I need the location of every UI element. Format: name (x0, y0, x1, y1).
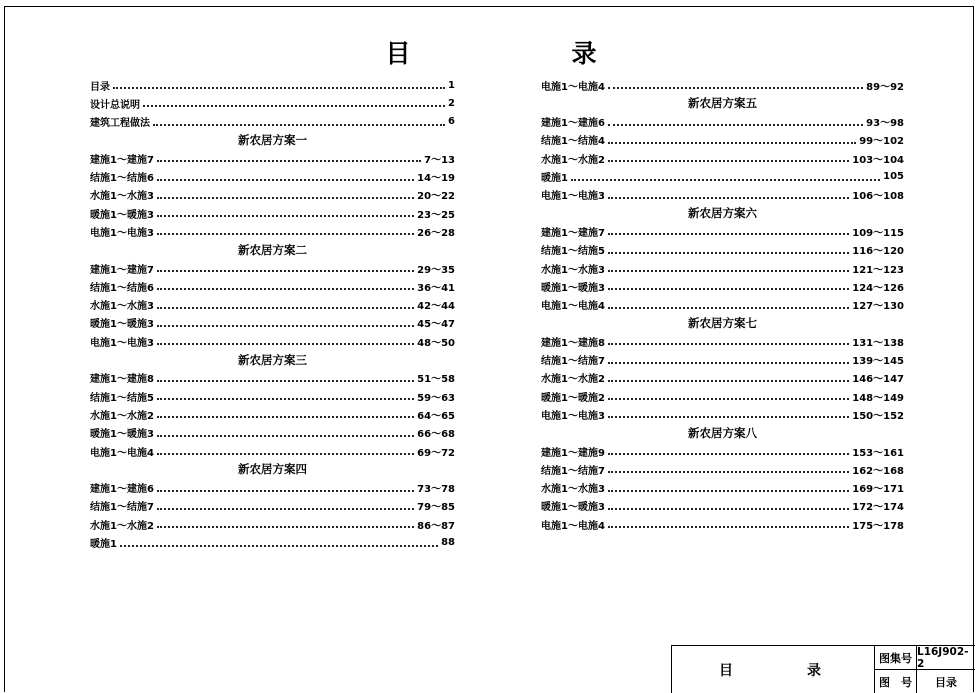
dot-leader (157, 262, 414, 272)
toc-entry-page: 36～41 (417, 282, 455, 294)
toc-entry (90, 278, 455, 294)
section-heading: 新农居方案六 (688, 206, 757, 221)
toc-entry (541, 498, 904, 514)
toc-entry (541, 242, 904, 258)
toc-entry (541, 260, 904, 276)
toc-entry (541, 297, 904, 313)
dot-leader (608, 280, 849, 290)
toc-entry-page: 172～174 (852, 502, 904, 514)
toc-entry (541, 388, 904, 404)
toc-entry-label: 建施1～建施8 (90, 374, 154, 386)
toc-entry (541, 77, 904, 93)
toc-entry (90, 187, 455, 203)
toc-entry-label: 水施1～水施3 (90, 301, 154, 313)
toc-entry (541, 187, 904, 203)
toc-entry-page: 131～138 (852, 337, 904, 349)
toc-entry (90, 516, 455, 532)
toc-entry (541, 132, 904, 148)
toc-entry-page: 150～152 (852, 410, 904, 422)
toc-entry-label: 电施1～电施3 (541, 191, 605, 203)
toc-entry-page: 42～44 (417, 301, 455, 313)
toc-entry-page: 86～87 (417, 520, 455, 532)
toc-entry (90, 406, 455, 422)
dot-leader (608, 335, 849, 345)
toc-entry (541, 169, 904, 185)
toc-entry (541, 370, 904, 386)
toc-entry (90, 169, 455, 185)
dot-leader (113, 79, 445, 89)
toc-entry (90, 370, 455, 386)
toc-entry (90, 260, 455, 276)
dot-leader (608, 299, 849, 309)
toc-entry-label: 暖施1 (541, 173, 568, 184)
dot-leader (608, 390, 849, 400)
toc-entry-label: 目录 (90, 81, 110, 93)
toc-entry-label: 建筑工程做法 (90, 118, 150, 130)
toc-entry (541, 223, 904, 239)
toc-entry-label: 水施1～水施2 (541, 154, 605, 166)
toc-entry-page: 48～50 (417, 337, 455, 349)
toc-entry-page: 169～171 (852, 484, 904, 496)
toc-entry-page: 51～58 (417, 374, 455, 386)
dot-leader (157, 171, 414, 181)
dot-leader (157, 225, 414, 235)
toc-entry-page: 175～178 (852, 520, 904, 532)
atlas-number-label: 图集号 (879, 651, 912, 665)
toc-entry-label: 电施1～电施4 (541, 81, 605, 93)
toc-entry-label: 设计总说明 (90, 99, 140, 111)
toc-entry-label: 结施1～结施7 (90, 502, 154, 514)
dot-leader (143, 97, 445, 107)
toc-entry-page: 2 (448, 97, 455, 109)
toc-entry-label: 结施1～结施7 (541, 356, 605, 367)
toc-entry (90, 443, 455, 459)
dot-leader (608, 152, 849, 162)
toc-entry-page: 73～78 (417, 484, 455, 496)
toc-entry (90, 95, 455, 111)
toc-entry-page: 79～85 (417, 502, 455, 514)
toc-entry-page: 121～123 (852, 264, 904, 276)
dot-leader (608, 445, 849, 455)
toc-entry-label: 建施1～建施7 (90, 264, 154, 276)
dot-leader (157, 317, 414, 327)
dot-leader (157, 189, 414, 199)
toc-entry-page: 88 (441, 537, 455, 548)
toc-entry-label: 结施1～结施7 (541, 465, 605, 477)
dot-leader (608, 482, 849, 492)
toc-entry (90, 297, 455, 313)
toc-entry-label: 结施1～结施5 (541, 246, 605, 258)
toc-entry-page: 20～22 (417, 191, 455, 203)
dot-leader (157, 408, 414, 418)
toc-entry-page: 93～98 (866, 118, 904, 130)
dot-leader (157, 500, 414, 510)
toc-entry (90, 150, 455, 166)
toc-entry-label: 电施1～电施3 (90, 337, 154, 349)
dot-leader (157, 207, 414, 217)
toc-entry-page: 139～145 (852, 356, 904, 367)
dot-leader (157, 299, 414, 309)
toc-entry-label: 暖施1～暖施3 (90, 429, 154, 441)
toc-entry-page: 127～130 (852, 301, 904, 313)
dot-leader (157, 427, 414, 437)
toc-entry (541, 516, 904, 532)
toc-entry (541, 333, 904, 349)
dot-leader (608, 225, 849, 235)
toc-entry-label: 电施1～电施4 (541, 520, 605, 532)
toc-entry (90, 77, 455, 93)
dot-leader (157, 280, 414, 290)
toc-entry-label: 建施1～建施7 (541, 227, 605, 239)
toc-entry-page: 6 (448, 116, 455, 128)
toc-entry (541, 443, 904, 459)
toc-entry-label: 结施1～结施6 (90, 282, 154, 294)
dot-leader (157, 518, 414, 528)
toc-entry-page: 66～68 (417, 429, 455, 441)
toc-entry-page: 105 (883, 171, 904, 182)
toc-entry-page: 64～65 (417, 410, 455, 422)
toc-entry-label: 暖施1 (90, 539, 117, 550)
toc-entry-page: 116～120 (852, 246, 904, 258)
toc-entry (541, 461, 904, 477)
toc-entry (90, 388, 455, 404)
dot-leader (571, 171, 880, 181)
toc-entry-label: 水施1～水施3 (90, 191, 154, 203)
section-heading: 新农居方案七 (688, 315, 757, 330)
toc-entry-label: 水施1～水施2 (90, 520, 154, 532)
toc-entry-label: 暖施1～暖施3 (541, 502, 605, 514)
dot-leader (153, 116, 445, 126)
dot-leader (608, 244, 849, 254)
section-heading: 新农居方案五 (688, 96, 757, 111)
toc-entry-page: 7～13 (424, 154, 455, 166)
dot-leader (608, 354, 849, 364)
dot-leader (157, 152, 421, 162)
toc-entry-page: 69～72 (417, 447, 455, 459)
dot-leader (608, 463, 849, 473)
toc-entry-label: 建施1～建施7 (90, 154, 154, 166)
dot-leader (608, 518, 849, 528)
dot-leader (157, 390, 414, 400)
toc-entry-page: 1 (448, 79, 455, 91)
section-heading: 新农居方案四 (238, 462, 307, 477)
toc-entry-page: 124～126 (852, 282, 904, 294)
toc-entry-label: 电施1～电施4 (541, 301, 605, 313)
toc-entry (90, 480, 455, 496)
toc-entry-page: 89～92 (866, 81, 904, 93)
toc-entry-page: 146～147 (852, 374, 904, 386)
toc-entry-label: 电施1～电施3 (541, 410, 605, 422)
toc-entry-label: 水施1～水施3 (541, 264, 605, 276)
title-block-name: 目 录 (719, 662, 851, 679)
toc-entry-label: 水施1～水施2 (541, 374, 605, 386)
toc-entry (541, 352, 904, 368)
toc-entry-page: 59～63 (417, 392, 455, 404)
dot-leader (157, 482, 414, 492)
toc-entry-label: 暖施1～暖施3 (541, 282, 605, 294)
toc-entry (541, 406, 904, 422)
section-heading: 新农居方案三 (238, 352, 307, 367)
toc-entry (90, 223, 455, 239)
toc-entry-page: 45～47 (417, 319, 455, 331)
toc-entry-label: 电施1～电施3 (90, 227, 154, 239)
toc-entry-page: 162～168 (852, 465, 904, 477)
toc-entry-label: 暖施1～暖施3 (90, 209, 154, 221)
toc-entry-label: 建施1～建施6 (90, 484, 154, 496)
page-title: 目 录 (385, 39, 665, 68)
toc-entry (90, 205, 455, 221)
toc-entry-label: 暖施1～暖施2 (541, 392, 605, 404)
toc-entry-label: 水施1～水施2 (90, 410, 154, 422)
toc-entry-label: 建施1～建施8 (541, 337, 605, 349)
toc-entry-label: 建施1～建施6 (541, 118, 605, 130)
toc-entry-page: 106～108 (852, 191, 904, 203)
drawing-number-label: 图 号 (879, 675, 912, 689)
dot-leader (120, 537, 438, 547)
toc-entry-label: 水施1～水施3 (541, 484, 605, 496)
toc-entry (541, 114, 904, 130)
dot-leader (157, 335, 414, 345)
section-heading: 新农居方案八 (688, 425, 757, 440)
toc-entry (541, 150, 904, 166)
toc-entry-label: 建施1～建施9 (541, 447, 605, 459)
toc-entry-page: 153～161 (852, 447, 904, 459)
toc-entry (90, 114, 455, 130)
toc-entry-page: 23～25 (417, 209, 455, 221)
dot-leader (608, 500, 849, 510)
dot-leader (608, 79, 863, 89)
toc-entry-label: 电施1～电施4 (90, 447, 154, 459)
drawing-number-value: 目录 (935, 675, 957, 689)
dot-leader (608, 116, 863, 126)
toc-entry (541, 480, 904, 496)
dot-leader (157, 445, 414, 455)
toc-entry-page: 99～102 (859, 136, 904, 148)
toc-entry (90, 333, 455, 349)
toc-entry-label: 结施1～结施6 (90, 173, 154, 184)
toc-entry-page: 29～35 (417, 264, 455, 276)
dot-leader (608, 189, 849, 199)
toc-entry (90, 315, 455, 331)
toc-entry (541, 278, 904, 294)
title-block (671, 645, 975, 693)
dot-leader (608, 408, 849, 418)
toc-entry-page: 14～19 (417, 173, 455, 184)
toc-entry-page: 109～115 (852, 227, 904, 239)
toc-entry (90, 535, 455, 551)
atlas-number-value: L16J902-2 (917, 645, 969, 670)
toc-entry-label: 结施1～结施4 (541, 136, 605, 148)
toc-entry-page: 148～149 (852, 392, 904, 404)
toc-entry (90, 425, 455, 441)
dot-leader (608, 372, 849, 382)
toc-entry (90, 498, 455, 514)
dot-leader (608, 134, 856, 144)
toc-entry-label: 结施1～结施5 (90, 392, 154, 404)
dot-leader (157, 372, 414, 382)
toc-entry-label: 暖施1～暖施3 (90, 319, 154, 331)
dot-leader (608, 262, 849, 272)
toc-entry-page: 26～28 (417, 227, 455, 239)
section-heading: 新农居方案一 (238, 132, 307, 147)
toc-entry-page: 103～104 (852, 154, 904, 166)
section-heading: 新农居方案二 (238, 242, 307, 257)
